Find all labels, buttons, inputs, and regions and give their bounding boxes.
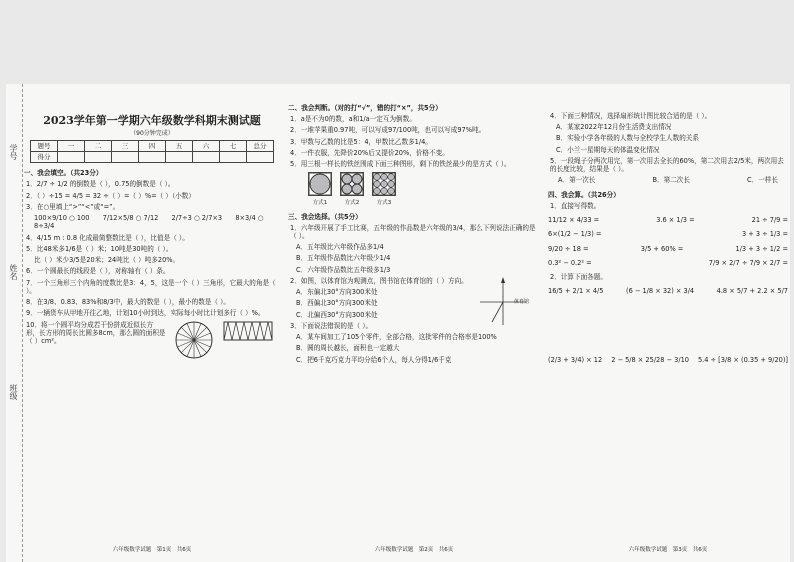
score-cell[interactable] xyxy=(166,152,193,163)
choice-option: A．某车间加工了105个零件，全部合格，这批零件的合格率是100% xyxy=(296,333,497,342)
calc-item: 6×(1/2 − 1/3) = xyxy=(548,230,602,239)
score-header: 题号 xyxy=(31,141,58,152)
subsection-title: 2．计算下面各题。 xyxy=(550,273,607,282)
score-header: 一 xyxy=(58,141,85,152)
judge-item: 5．用三根一样长的铁丝围成下面三种图形，剩下的铁丝最少的是方式（ ）。 xyxy=(290,160,511,169)
calc-item: 16/5 + 2/1 × 4/5 xyxy=(548,287,604,296)
question: 4．4/15 m : 0.8 化成最简整数比是（ ），比值是（ ）。 xyxy=(26,233,189,242)
score-cell[interactable] xyxy=(220,152,247,163)
choice-option: B．第二次长 xyxy=(652,176,690,185)
method-1-figure xyxy=(308,172,332,196)
choice-option: A．五年级比六年级作品多1/4 xyxy=(296,243,384,252)
margin-label-name: 姓名 xyxy=(9,264,18,280)
page-footer: 六年级数学试题 第2页 共6页 xyxy=(374,547,454,554)
exam-title: 2023学年第一学期六年级数学科期末测试题 xyxy=(43,114,261,127)
question: 3．在○里填上“>”“<”或“=”。 xyxy=(26,202,120,211)
question: 2．（ ）÷15 = 4/5 = 32 ÷（ ）=（ ）%=（ ）（小数） xyxy=(26,191,195,200)
calc-row xyxy=(548,216,788,224)
calc-item: 3/5 + 60% = xyxy=(640,244,684,253)
calc-item: 3 + 3 ÷ 1/3 = xyxy=(741,230,788,239)
score-cell[interactable] xyxy=(193,152,220,163)
score-table xyxy=(30,140,274,163)
score-header: 五 xyxy=(166,141,193,152)
choice-option: B．实验小学各年级的人数与全校学生人数的关系 xyxy=(556,134,699,143)
calc-item: 5.4 ÷ [3/8 × (0.35 + 9/20)] xyxy=(697,355,788,364)
choice-option: B．五年级作品数比六年级少1/4 xyxy=(296,254,391,263)
choice-option: C．把6千克巧克力平均分给6个人，每人分得1/6千克 xyxy=(296,355,452,364)
page-footer: 六年级数学试题 第3页 共6页 xyxy=(628,547,708,554)
score-cell[interactable] xyxy=(112,152,139,163)
choice-option: B．圆的周长越长，面积也一定越大 xyxy=(296,344,400,353)
calc-item: 4.8 × 5/7 + 2.2 × 5/7 xyxy=(716,287,788,296)
choice-option: C．六年级作品数比五年级多1/3 xyxy=(296,265,391,274)
page-3 xyxy=(548,84,788,562)
choice-option: C．北偏西30°方向300米处 xyxy=(296,310,378,319)
choice-options-row xyxy=(558,176,778,184)
page-1 xyxy=(24,84,280,562)
question: 1．2/7 ÷ 1/2 的倒数是（ ），0.75的倒数是（ ）。 xyxy=(26,180,175,189)
judge-item: 4．一件衣服，先降价20%后又提价20%，价格不变。 xyxy=(290,148,449,157)
choice-option: A．东偏北30°方向300米处 xyxy=(296,288,378,297)
score-header: 七 xyxy=(220,141,247,152)
margin-label-class: 班级 xyxy=(9,384,18,400)
choice-question: 5．一段绳子分两次用完，第一次用去全长的60%，第二次用去2/5米，两次用去的长度比较，结果是（ ）。 xyxy=(550,156,784,174)
wire-shapes-figure xyxy=(308,172,540,206)
score-header: 二 xyxy=(85,141,112,152)
margin-label-student-id: 学号 xyxy=(9,144,18,160)
calc-item: 1/3 + 3 ÷ 1/2 = xyxy=(735,244,788,253)
score-header: 总分 xyxy=(247,141,274,152)
calc-item: 0.3² − 0.2² = xyxy=(548,258,592,267)
calc-item: 7/9 × 2/7 ÷ 7/9 × 2/7 = xyxy=(708,258,788,267)
calc-item: 11/12 × 4/33 = xyxy=(548,216,600,225)
calc-item: (2/3 + 3/4) × 12 xyxy=(548,355,603,364)
score-cell[interactable] xyxy=(85,152,112,163)
score-header: 四 xyxy=(139,141,166,152)
section-3-heading: 三、我会选择。（共5分） xyxy=(288,212,362,221)
page-footer: 六年级数学试题 第1页 共6页 xyxy=(112,547,192,554)
question: 10．将一个圆平均分成若干份拼成近似长方形，长方形的周长比圆多8cm，那么圆的面积是（ ）cm²。 xyxy=(26,320,166,345)
calc-row xyxy=(548,259,788,267)
exam-subtitle: （90分钟完成） xyxy=(130,129,174,137)
page-2 xyxy=(288,84,540,562)
choice-question: 4．下面三种情况，选择扇形统计图比较合适的是（ ）。 xyxy=(550,112,712,120)
score-cell[interactable] xyxy=(58,152,85,163)
choice-option: A．某家2022年12月份生活费支出情况 xyxy=(556,123,672,132)
score-header: 三 xyxy=(112,141,139,152)
question: 比（ ）米少3/5是20米；24吨比（ ）吨多20%。 xyxy=(34,256,180,265)
question: 6．一个圆最长的线段是（ ），对称轴有（ ）条。 xyxy=(26,267,170,276)
rearranged-rectangle-figure xyxy=(222,318,274,344)
choice-option: C．小兰一星期每天的体温变化情况 xyxy=(556,145,660,154)
choice-question: 3．下面说法错误的是（ ）。 xyxy=(290,321,373,330)
score-cell[interactable] xyxy=(139,152,166,163)
choice-option: B．西偏北30°方向300米处 xyxy=(296,299,378,308)
figure-label: 方式2 xyxy=(344,199,360,206)
judge-item: 3．甲数与乙数的比是5：4，甲数比乙数多1/4。 xyxy=(290,137,432,146)
calc-item: 21 ÷ 7/9 = xyxy=(751,216,788,225)
calc-row xyxy=(548,356,788,364)
compass-label: 体育馆 xyxy=(514,298,530,305)
exam-sheet xyxy=(6,84,790,562)
circle-sectors-figure xyxy=(172,318,216,362)
choice-option: C．一样长 xyxy=(747,176,778,185)
figure-label: 方式1 xyxy=(312,199,328,206)
calc-row xyxy=(548,230,788,238)
question: 5．比48米多1/6是（ ）米；10吨是30吨的（ ）。 xyxy=(26,244,173,253)
score-row-label: 得分 xyxy=(31,152,58,163)
section-4-heading: 四、我会算。（共26分） xyxy=(548,190,620,199)
section-2-heading: 二、我会判断。（对的打“√”，错的打“×”，共5分） xyxy=(288,104,442,112)
method-3-figure xyxy=(372,172,396,196)
question: 9．一辆货车从甲地开往乙地，计划10小时到达，实际每小时比计划多行（ ）%。 xyxy=(26,309,265,318)
figure-label: 方式3 xyxy=(376,199,392,206)
calc-item: (6 − 1/8 × 32) × 3/4 xyxy=(626,287,695,296)
choice-option: A．第一次长 xyxy=(558,176,596,185)
choice-question: 1．六年级开展了手工比赛，五年级的作品数是六年级的3/4，那么下列说法正确的是（ ）。 xyxy=(290,223,536,240)
calc-row xyxy=(548,287,788,295)
subsection-title: 1．直接写得数。 xyxy=(550,201,601,210)
method-2-figure xyxy=(340,172,364,196)
section-1-heading: 一、我会填空。（共23分） xyxy=(24,169,103,178)
score-cell[interactable] xyxy=(247,152,274,163)
calc-item: 2 − 5/8 × 25/28 − 3/10 xyxy=(611,355,689,364)
score-header: 六 xyxy=(193,141,220,152)
judge-item: 2．一堆苹果重0.97吨，可以写成97/100吨，也可以写成97%吨。 xyxy=(290,126,486,135)
calc-item: 9/20 ÷ 18 = xyxy=(548,244,589,253)
calc-row xyxy=(548,245,788,253)
question: 7．一个三角形三个内角的度数比是3：4，5，这是一个（ ）三角形，它最大的角是（ ）。 xyxy=(26,278,276,295)
question: 8．在3/8、0.83、83%和8/3中，最大的数是（ ），最小的数是（ ）。 xyxy=(26,298,231,307)
choice-question: 2．如图，以体育馆为观测点，图书馆在体育馆的（ ）方向。 xyxy=(290,276,468,285)
question-compare-row: 100×9/10 ○ 100 7/12×5/8 ○ 7/12 2/7÷3 ○ 2/7×3 8×3/4 ○ 8÷3/4 xyxy=(34,214,264,231)
judge-item: 1．a是不为0的数，a和1/a一定互为倒数。 xyxy=(290,115,416,124)
calc-item: 3.6 × 1/3 = xyxy=(656,216,695,225)
binding-margin xyxy=(6,84,23,562)
